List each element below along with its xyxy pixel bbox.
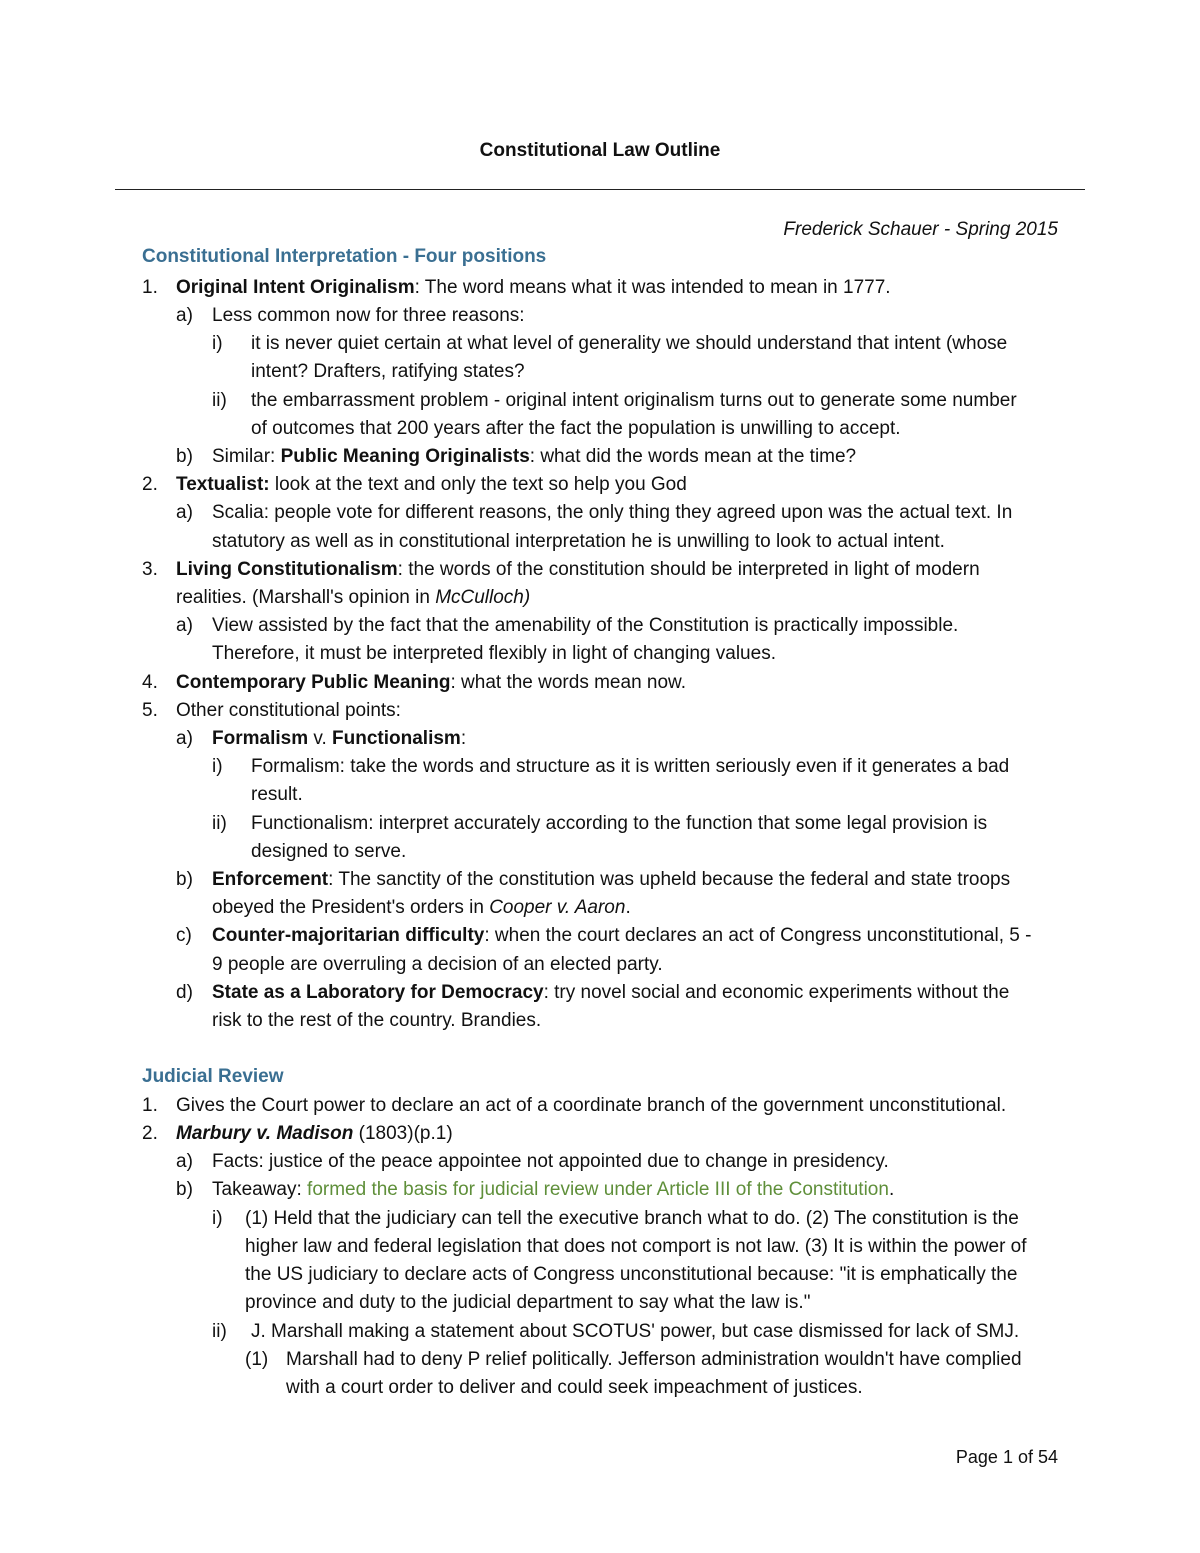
case-name: Cooper v. Aaron	[489, 897, 626, 918]
list-item: J. Marshall making a statement about SCOTUS' power, but case dismissed for lack of SMJ.	[251, 1321, 1020, 1342]
term: Enforcement	[212, 869, 329, 890]
list-item: Scalia: people vote for different reasons, the only thing they agreed upon was the actual text. In	[212, 502, 1013, 523]
list-marker: a)	[176, 728, 193, 749]
text: .	[625, 897, 631, 918]
term: Counter-majoritarian difficulty	[212, 925, 485, 946]
list-item	[212, 979, 1009, 1007]
list-item: it is never quiet certain at what level of generality we should understand that intent (whose	[251, 333, 1008, 354]
list-marker: 5.	[142, 700, 158, 721]
term: State as a Laboratory for Democracy	[212, 982, 544, 1003]
list-item	[212, 922, 1031, 950]
list-item-continued: designed to serve.	[251, 841, 407, 862]
document-title: Constitutional Law Outline	[479, 140, 721, 161]
list-marker: 2.	[142, 474, 158, 495]
list-marker: 1.	[142, 277, 158, 298]
list-item-continued: the US judiciary to declare acts of Congress unconstitutional because: "it is emphatically the	[245, 1264, 1018, 1285]
list-item: Formalism: take the words and structure as it is written seriously even if it generates a bad	[251, 756, 1010, 777]
list-marker: 4.	[142, 672, 158, 693]
list-item-continued	[212, 894, 631, 922]
list-marker: c)	[176, 925, 192, 946]
term: Formalism	[212, 728, 309, 749]
list-marker: ii)	[212, 390, 227, 411]
list-marker: i)	[212, 1208, 223, 1229]
term: Living Constitutionalism	[176, 559, 398, 580]
text: .	[888, 1179, 895, 1200]
list-item: Facts: justice of the peace appointee not appointed due to change in presidency.	[212, 1151, 889, 1172]
text: look at the text and only the text so help you God	[269, 474, 687, 495]
list-marker: a)	[176, 305, 193, 326]
list-item-continued: 9 people are overruling a decision of an elected party.	[212, 954, 663, 975]
author-line: Frederick Schauer - Spring 2015	[783, 219, 1058, 240]
list-item	[212, 443, 856, 471]
list-marker: d)	[176, 982, 193, 1003]
section-heading-judicial-review: Judicial Review	[142, 1066, 284, 1087]
list-marker: i)	[212, 333, 223, 354]
list-item: the embarrassment problem - original intent originalism turns out to generate some number	[251, 390, 1017, 411]
case-name: McCulloch)	[435, 587, 531, 608]
list-item	[212, 866, 1010, 894]
text: Similar:	[212, 446, 281, 467]
list-marker: a)	[176, 615, 193, 636]
list-item-continued: of outcomes that 200 years after the fact the population is unwilling to accept.	[251, 418, 901, 439]
term: Contemporary Public Meaning	[176, 672, 451, 693]
list-marker: ii)	[212, 1321, 227, 1342]
list-item-continued: province and duty to the judicial department to say what the law is."	[245, 1292, 811, 1313]
case-name: Marbury v. Madison	[176, 1123, 354, 1144]
list-marker: b)	[176, 869, 193, 890]
list-item	[212, 725, 466, 753]
text: realities. (Marshall's opinion in	[176, 587, 436, 608]
list-item: View assisted by the fact that the amenability of the Constitution is practically impossible.	[212, 615, 959, 636]
highlighted-text: formed the basis for judicial review under Article III of the Constitution	[307, 1179, 889, 1200]
text: : when the court declares an act of Congress unconstitutional, 5 -	[484, 925, 1032, 946]
text: : try novel social and economic experiments without the	[543, 982, 1010, 1003]
list-item: Functionalism: interpret accurately according to the function that some legal provision is	[251, 813, 988, 834]
term: Textualist:	[176, 474, 270, 495]
list-marker: ii)	[212, 813, 227, 834]
text: : what the words mean now.	[450, 672, 686, 693]
text: (1803)(p.1)	[353, 1123, 453, 1144]
list-item	[176, 274, 891, 302]
list-item	[176, 1120, 453, 1148]
list-item: Other constitutional points:	[176, 700, 401, 721]
section-heading-interpretation: Constitutional Interpretation - Four positions	[142, 246, 547, 267]
list-marker: 1.	[142, 1095, 158, 1116]
list-marker: i)	[212, 756, 223, 777]
text: : what did the words mean at the time?	[529, 446, 857, 467]
list-item	[176, 556, 980, 584]
list-item-continued: with a court order to deliver and could seek impeachment of justices.	[286, 1377, 863, 1398]
term: Original Intent Originalism	[176, 277, 415, 298]
list-item-continued: higher law and federal legislation that does not comport is not law. (3) It is within the power of	[245, 1236, 1027, 1257]
list-item: Less common now for three reasons:	[212, 305, 525, 326]
text: obeyed the President's orders in	[212, 897, 490, 918]
text: Takeaway:	[212, 1179, 308, 1200]
list-item-continued	[176, 584, 530, 612]
list-marker: b)	[176, 1179, 193, 1200]
list-marker: 3.	[142, 559, 158, 580]
term: Public Meaning Originalists	[280, 446, 530, 467]
list-item-continued: intent? Drafters, ratifying states?	[251, 361, 525, 382]
list-item	[212, 1176, 894, 1204]
list-marker: a)	[176, 1151, 193, 1172]
text: : The word means what it was intended to mean in 1777.	[414, 277, 891, 298]
text: :	[460, 728, 467, 749]
list-item-continued: risk to the rest of the country. Brandies.	[212, 1010, 542, 1031]
list-item: Marshall had to deny P relief politically. Jefferson administration wouldn't have complied	[286, 1349, 1022, 1370]
text: : The sanctity of the constitution was upheld because the federal and state troops	[328, 869, 1011, 890]
list-item	[176, 669, 686, 697]
list-marker: 2.	[142, 1123, 158, 1144]
list-marker: b)	[176, 446, 193, 467]
term: Functionalism	[332, 728, 461, 749]
page-number: Page 1 of 54	[955, 1447, 1058, 1467]
text: : the words of the constitution should be interpreted in light of modern	[397, 559, 980, 580]
list-item: (1) Held that the judiciary can tell the executive branch what to do. (2) The constitution is the	[245, 1208, 1019, 1229]
list-item-continued: statutory as well as in constitutional interpretation he is unwilling to look to actual intent.	[212, 531, 945, 552]
list-marker: a)	[176, 502, 193, 523]
list-marker: (1)	[245, 1349, 269, 1370]
list-item: Gives the Court power to declare an act of a coordinate branch of the government unconstitutional.	[176, 1095, 1007, 1116]
title-divider	[115, 189, 1085, 190]
list-item	[176, 471, 687, 499]
list-item-continued: Therefore, it must be interpreted flexibly in light of changing values.	[212, 643, 776, 664]
list-item-continued: result.	[251, 784, 303, 805]
text: v.	[308, 728, 333, 749]
